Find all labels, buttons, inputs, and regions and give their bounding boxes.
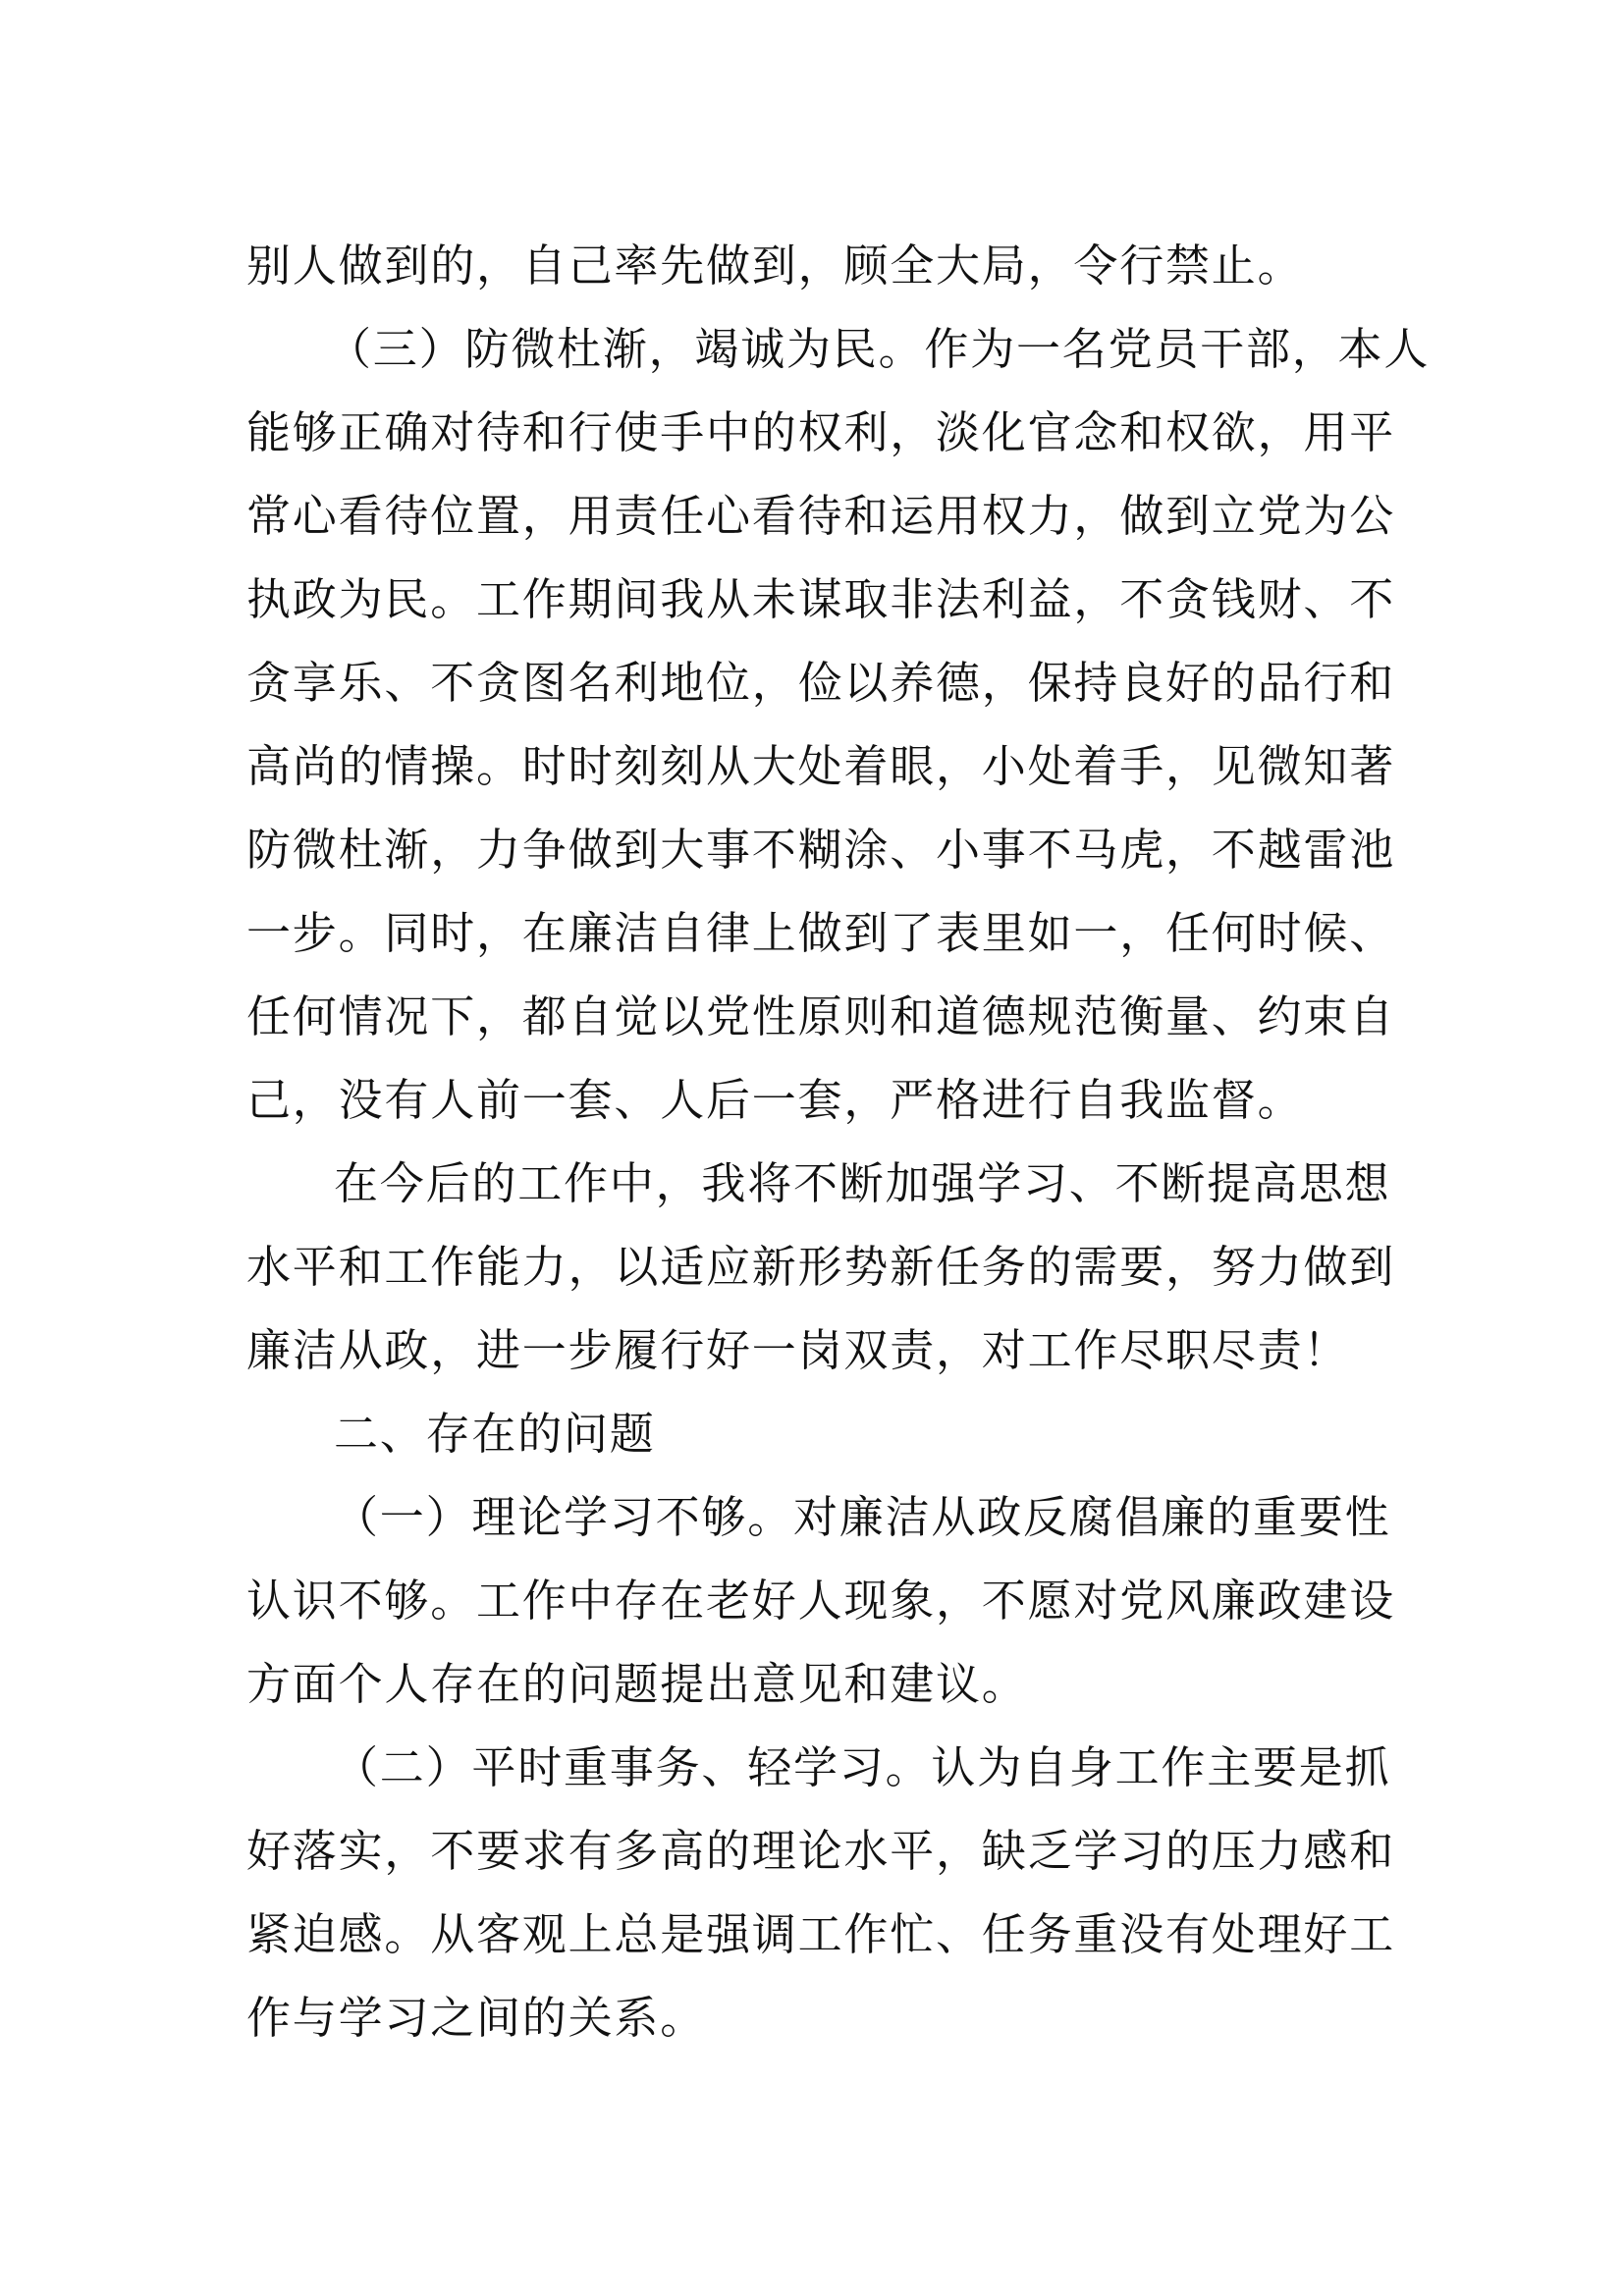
text-line: 常心看待位置，用责任心看待和运用权力，做到立党为公 bbox=[246, 490, 1396, 542]
text-line: 作与学习之间的关系。 bbox=[246, 1992, 707, 2044]
text-line: 高尚的情操。时时刻刻从大处着眼，小处着手，见微知著 bbox=[246, 740, 1396, 792]
text-line: 执政为民。工作期间我从未谋取非法利益，不贪钱财、不 bbox=[246, 573, 1396, 625]
section-heading: 二、存在的问题 bbox=[334, 1408, 656, 1460]
text-line: 贪享乐、不贪图名利地位，俭以养德，保持良好的品行和 bbox=[246, 657, 1396, 709]
text-line: 认识不够。工作中存在老好人现象，不愿对党风廉政建设 bbox=[246, 1575, 1396, 1627]
text-line: 好落实，不要求有多高的理论水平，缺乏学习的压力感和 bbox=[246, 1825, 1396, 1877]
text-line: （一）理论学习不够。对廉洁从政反腐倡廉的重要性 bbox=[334, 1491, 1391, 1543]
text-line: 紧迫感。从客观上总是强调工作忙、任务重没有处理好工 bbox=[246, 1908, 1396, 1960]
text-line: 廉洁从政，进一步履行好一岗双责，对工作尽职尽责！ bbox=[246, 1324, 1350, 1376]
text-line: （三）防微杜渐，竭诚为民。作为一名党员干部，本人 bbox=[327, 323, 1431, 375]
text-line: 任何情况下，都自觉以党性原则和道德规范衡量、约束自 bbox=[246, 990, 1396, 1042]
text-line: 能够正确对待和行使手中的权利，淡化官念和权欲，用平 bbox=[246, 406, 1396, 458]
text-line: 方面个人存在的问题提出意见和建议。 bbox=[246, 1658, 1028, 1710]
text-line: 防微杜渐，力争做到大事不糊涂、小事不马虎，不越雷池 bbox=[246, 824, 1396, 876]
text-line: 别人做到的，自己率先做到，顾全大局，令行禁止。 bbox=[246, 240, 1304, 292]
text-line: 水平和工作能力，以适应新形势新任务的需要，努力做到 bbox=[246, 1241, 1396, 1293]
text-line: 一步。同时，在廉洁自律上做到了表里如一，任何时候、 bbox=[246, 907, 1396, 959]
text-line: 己，没有人前一套、人后一套，严格进行自我监督。 bbox=[246, 1074, 1304, 1126]
text-line: 在今后的工作中，我将不断加强学习、不断提高思想 bbox=[334, 1157, 1391, 1209]
text-line: （二）平时重事务、轻学习。认为自身工作主要是抓 bbox=[334, 1741, 1391, 1793]
